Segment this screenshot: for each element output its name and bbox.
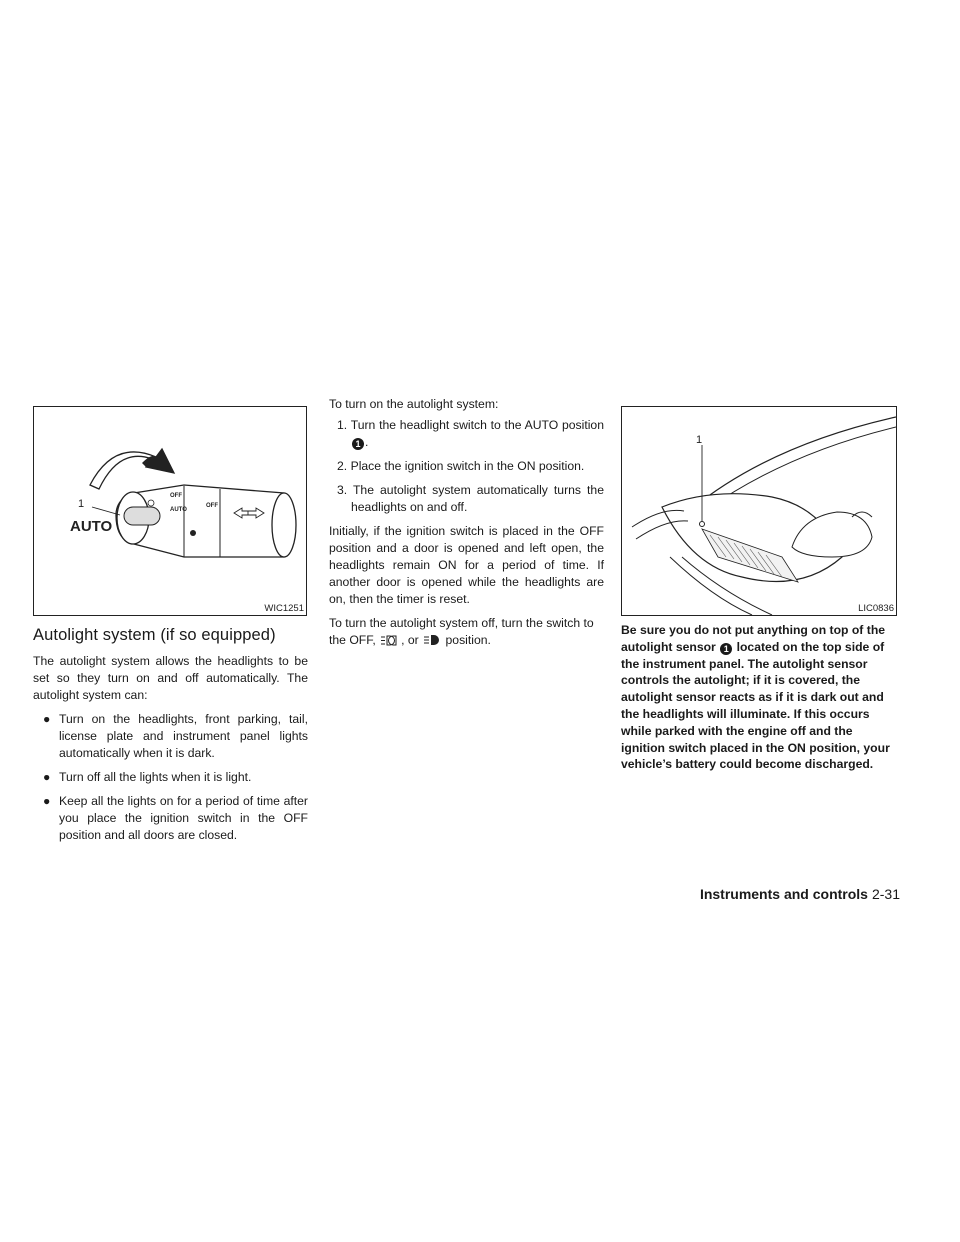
middle-column: [329, 396, 604, 656]
headlight-switch-illustration: [34, 407, 307, 616]
list-item: ● Turn off all the lights when it is light.: [43, 770, 252, 784]
capability-list: [33, 711, 308, 844]
steps-intro: To turn on the autolight system:: [329, 397, 499, 411]
list-item: 2. Place the ignition switch in the ON position.: [337, 459, 585, 473]
bullet-icon: ●: [43, 794, 51, 808]
bullet-icon: ●: [43, 770, 51, 784]
parking-light-icon: [381, 635, 399, 646]
bullet-icon: ●: [43, 712, 51, 726]
callout-1-label: 1: [696, 434, 703, 446]
auto-label: AUTO: [70, 518, 113, 535]
page-number: 2-31: [871, 886, 900, 902]
switch-off-label: OFF: [170, 493, 182, 499]
page-footer: [700, 886, 900, 902]
autolight-sensor-figure: [621, 406, 897, 616]
steps-list: [329, 417, 604, 516]
list-item: 3. The autolight system automatically turns the headlights on and off.: [337, 483, 604, 514]
warning-text: Be sure you do not put anything on top of the autolight sensor 1 located on the top side of the instrument panel. The autolight sensor controls the autolight; if it is covered, the autolight sensor reacts as if it is dark out and the headlights will illuminate. If this occurs while parked with the engine off and the ignition switch placed in the ON position, your vehicle’s battery could become discharged.: [621, 623, 890, 772]
switch-auto-label: AUTO: [170, 507, 187, 513]
callout-1-icon: 1: [352, 438, 364, 450]
list-item: ● Turn on the headlights, front parking, tail, license plate and instrument panel lights automatically when it is dark.: [43, 712, 308, 760]
callout-1-label: 1: [78, 498, 85, 510]
right-column: [621, 406, 897, 773]
list-item: ● Keep all the lights on for a period of time after you place the ignition switch in the OFF position and all doors are closed.: [43, 794, 308, 842]
callout-1-icon: 1: [720, 643, 732, 655]
section-heading: Autolight system (if so equipped): [33, 626, 276, 644]
list-item: 1. Turn the headlight switch to the AUTO position 1 .: [337, 418, 604, 449]
headlight-icon: [424, 634, 440, 646]
headlight-switch-figure: [33, 406, 307, 616]
left-column: [33, 406, 308, 851]
figure-code: LIC0836: [858, 603, 894, 614]
initially-paragraph: Initially, if the ignition switch is placed in the OFF position and a door is opened and left open, the headlights remain ON for a period of time. If another door is opened while the headlights are on, then the timer is reset.: [329, 524, 604, 606]
intro-paragraph: The autolight system allows the headlights to be set so they turn on and off automatically. The autolight system can:: [33, 654, 308, 702]
instrument-panel-illustration: [622, 407, 897, 616]
switch-off2-label: OFF: [206, 503, 218, 509]
turn-off-paragraph: To turn the autolight system off, turn the switch to the OFF, , or position.: [329, 616, 594, 647]
section-name: Instruments and controls: [699, 886, 868, 902]
figure-code: WIC1251: [264, 603, 304, 614]
